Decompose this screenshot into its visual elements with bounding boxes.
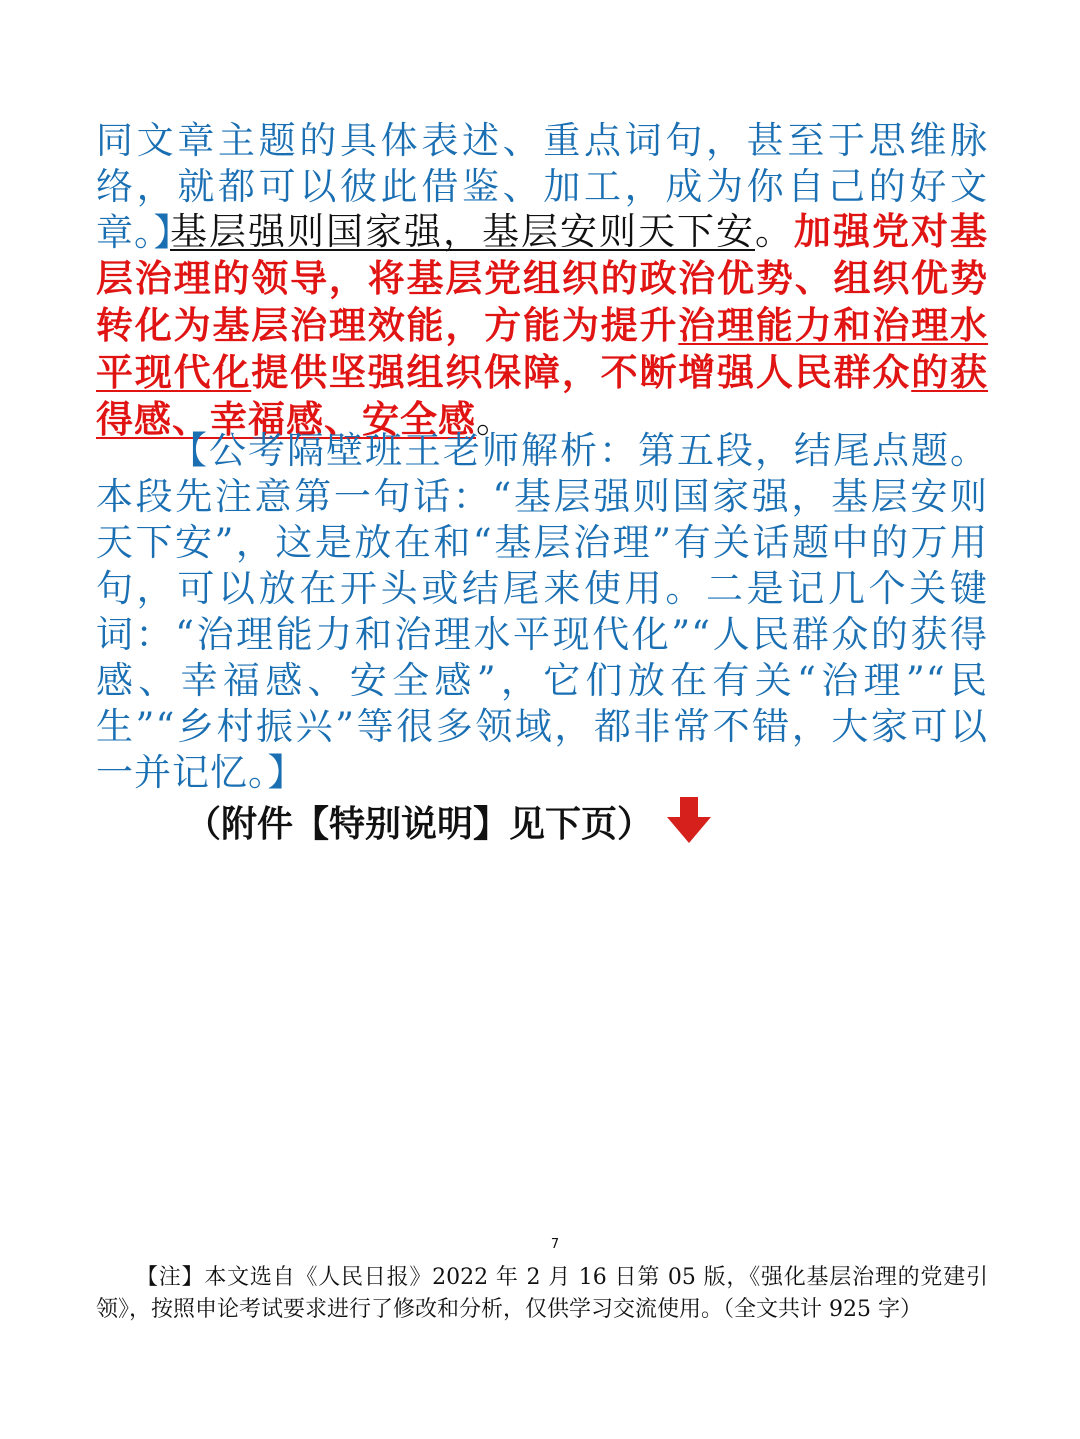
analysis-paragraph bbox=[96, 428, 988, 796]
attachment-note bbox=[185, 795, 713, 847]
page-number: 7 bbox=[550, 1237, 560, 1252]
analysis-text: 【公考隔壁班王老师解析：第五段，结尾点题。本段先注意第一句话：“基层强则国家强，基层安则天下安”，这是放在和“基层治理”有关话题中的万用句，可以放在开头或结尾来使用。二是记几个关键词：“治理能力和治理水平现代化”“人民群众的获得感、幸福感、安全感”，它们放在有关“治理”“民生”“乡村振兴”等很多领域，都非常不错，大家可以一并记忆。】 bbox=[96, 429, 988, 794]
main-red-underlined-2: 的获得感、幸福感、安全感 bbox=[96, 350, 989, 441]
intro-text: 同文章主题的具体表述、重点词句，甚至于思维脉络，就都可以彼此借鉴、加工，成为你自己的好文章。】 bbox=[96, 119, 988, 254]
footnote-text: 【注】本文选自《人民日报》2022 年 2 月 16 日第 05 版，《强化基层治理的党建引领》，按照申论考试要求进行了修改和分析，仅供学习交流使用。（全文共计 925 字） bbox=[96, 1265, 988, 1322]
main-red-text-1: 加强党对基层治理的领导，将基层党组织的政治优势、组织优势转化为基层治理效能，方能为提升 bbox=[96, 209, 988, 347]
attachment-text: （附件【特别说明】见下页） bbox=[185, 803, 654, 845]
main-red-text-2: 提供坚强组织保障，不断增强人民群众 bbox=[251, 350, 912, 394]
quote-text: 基层强则国家强，基层安则天下安 bbox=[170, 210, 755, 253]
footnote bbox=[96, 1262, 988, 1326]
arrow-down-icon bbox=[665, 795, 713, 847]
main-end-period: 。 bbox=[476, 398, 514, 441]
main-paragraph bbox=[96, 208, 988, 443]
quote-period: 。 bbox=[755, 210, 794, 253]
main-red-underlined-1: 治理能力和治理水平现代化 bbox=[96, 303, 989, 394]
